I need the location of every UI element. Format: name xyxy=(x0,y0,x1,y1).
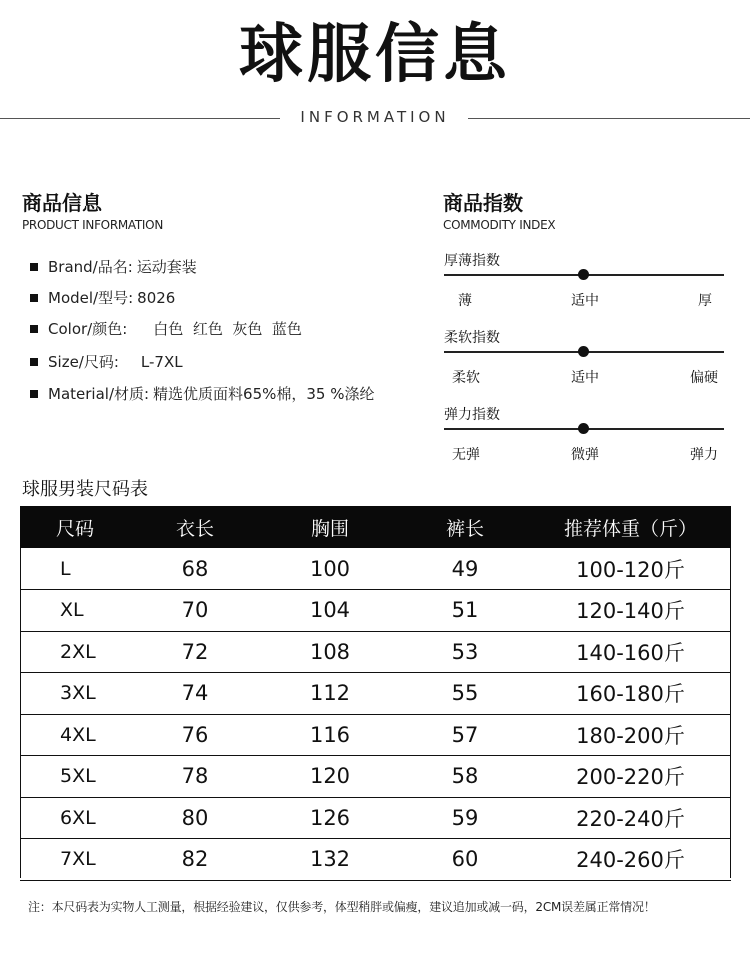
spec-value: 白色 红色 灰色 蓝色 xyxy=(153,320,302,338)
bullet-icon xyxy=(30,263,38,271)
index-option: 偏硬 xyxy=(690,370,718,386)
table-row xyxy=(20,673,731,715)
table-cell: 120 xyxy=(260,756,400,798)
table-cell: 120-140斤 xyxy=(530,590,731,632)
table-border-right xyxy=(730,548,731,878)
index-option: 适中 xyxy=(571,293,599,309)
index-label: 弹力指数 xyxy=(444,407,500,423)
spec-item-model xyxy=(30,287,175,308)
index-option: 微弹 xyxy=(571,447,599,463)
table-cell: 57 xyxy=(400,714,530,756)
table-cell: 68 xyxy=(130,548,260,590)
product-info-subtitle: PRODUCT INFORMATION xyxy=(22,218,163,232)
table-cell: 49 xyxy=(400,548,530,590)
table-cell: 2XL xyxy=(20,631,130,673)
index-option: 薄 xyxy=(458,293,472,309)
spec-label: Color/颜色: xyxy=(48,320,128,338)
divider-right xyxy=(468,118,750,119)
table-cell: L xyxy=(20,548,130,590)
page-title: 球服信息 xyxy=(239,18,511,92)
product-info-title: 商品信息 xyxy=(22,191,102,215)
header-length: 衣长 xyxy=(130,506,260,548)
header-chest: 胸围 xyxy=(260,506,400,548)
table-row xyxy=(20,797,731,839)
spec-label: Brand/品名: xyxy=(48,258,133,276)
spec-value: L-7XL xyxy=(140,352,183,371)
table-cell: 200-220斤 xyxy=(530,756,731,798)
table-cell: 100-120斤 xyxy=(530,548,731,590)
bullet-icon xyxy=(30,294,38,302)
table-row xyxy=(20,714,731,756)
index-marker xyxy=(578,346,589,357)
table-row xyxy=(20,839,731,881)
table-cell: 60 xyxy=(400,839,530,881)
table-cell: 59 xyxy=(400,797,530,839)
table-row xyxy=(20,631,731,673)
table-row xyxy=(20,590,731,632)
table-cell: 6XL xyxy=(20,797,130,839)
spec-item-color xyxy=(30,318,302,339)
spec-value: 8026 xyxy=(137,288,176,307)
table-cell: 240-260斤 xyxy=(530,839,731,881)
table-cell: 80 xyxy=(130,797,260,839)
table-cell: 70 xyxy=(130,590,260,632)
spec-label: Model/型号: xyxy=(48,289,134,307)
table-cell: 5XL xyxy=(20,756,130,798)
header-weight: 推荐体重（斤） xyxy=(530,506,731,548)
table-cell: 100 xyxy=(260,548,400,590)
index-option: 适中 xyxy=(571,370,599,386)
size-table-header xyxy=(20,506,731,548)
table-cell: 160-180斤 xyxy=(530,673,731,715)
table-row xyxy=(20,548,731,590)
spec-value: 运动套装 xyxy=(136,258,197,276)
table-cell: 7XL xyxy=(20,839,130,881)
table-cell: 180-200斤 xyxy=(530,714,731,756)
table-cell: 3XL xyxy=(20,673,130,715)
spec-item-size xyxy=(30,351,183,372)
table-border-left xyxy=(20,548,21,878)
index-label: 厚薄指数 xyxy=(444,253,500,269)
commodity-index-subtitle: COMMODITY INDEX xyxy=(443,218,556,232)
table-cell: 112 xyxy=(260,673,400,715)
bullet-icon xyxy=(30,325,38,333)
table-cell: 51 xyxy=(400,590,530,632)
table-row xyxy=(20,756,731,798)
table-cell: 74 xyxy=(130,673,260,715)
bullet-icon xyxy=(30,358,38,366)
index-label: 柔软指数 xyxy=(444,330,500,346)
index-option: 无弹 xyxy=(452,447,480,463)
index-option: 厚 xyxy=(698,293,712,309)
table-cell: 220-240斤 xyxy=(530,797,731,839)
size-table-title: 球服男装尺码表 xyxy=(22,479,148,500)
table-cell: 72 xyxy=(130,631,260,673)
index-option: 弹力 xyxy=(690,447,718,463)
table-cell: 53 xyxy=(400,631,530,673)
size-note: 注：本尺码表为实物人工测量，根据经验建议，仅供参考，体型稍胖或偏瘦，建议追加或减一码，2CM误差属正常情况！ xyxy=(28,900,656,914)
table-cell: 82 xyxy=(130,839,260,881)
table-cell: 76 xyxy=(130,714,260,756)
table-cell: 55 xyxy=(400,673,530,715)
spec-item-material xyxy=(30,383,375,404)
index-marker xyxy=(578,423,589,434)
spec-label: Material/材质: xyxy=(48,385,150,403)
table-cell: 108 xyxy=(260,631,400,673)
table-cell: 140-160斤 xyxy=(530,631,731,673)
header-pants-length: 裤长 xyxy=(400,506,530,548)
table-cell: 116 xyxy=(260,714,400,756)
page-subtitle: INFORMATION xyxy=(300,108,450,126)
index-marker xyxy=(578,269,589,280)
spec-value: 精选优质面料65%棉，35 %涤纶 xyxy=(153,385,375,403)
bullet-icon xyxy=(30,390,38,398)
table-cell: 104 xyxy=(260,590,400,632)
commodity-index-title: 商品指数 xyxy=(443,191,523,215)
spec-label: Size/尺码: xyxy=(48,353,119,371)
table-cell: 126 xyxy=(260,797,400,839)
size-table xyxy=(20,506,731,881)
table-cell: 4XL xyxy=(20,714,130,756)
index-option: 柔软 xyxy=(452,370,480,386)
table-cell: 58 xyxy=(400,756,530,798)
spec-item-brand xyxy=(30,256,197,277)
table-cell: XL xyxy=(20,590,130,632)
table-cell: 78 xyxy=(130,756,260,798)
table-cell: 132 xyxy=(260,839,400,881)
header-size: 尺码 xyxy=(20,506,130,548)
